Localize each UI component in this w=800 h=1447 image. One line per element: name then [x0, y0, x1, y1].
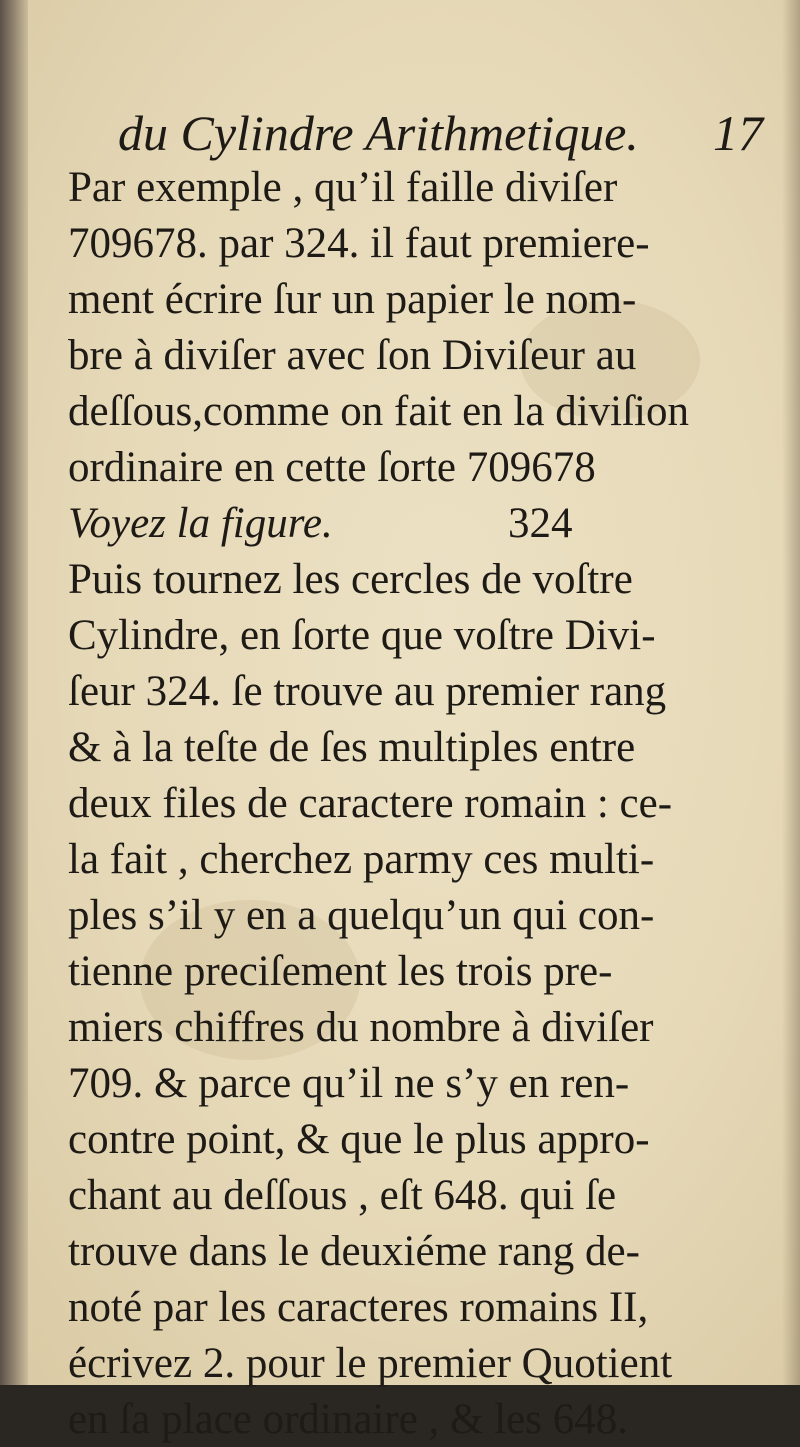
text-line: tienne preciſement les trois pre- — [68, 948, 613, 995]
text-line: ordinaire en cette ſorte 709678 — [68, 444, 596, 491]
page-number: 17 — [713, 105, 763, 161]
text-line: écrivez 2. pour le premier Quotient — [68, 1340, 673, 1387]
page-edge-shadow — [782, 0, 800, 1385]
text-line: ſeur 324. ſe trouve au premier rang — [68, 668, 667, 715]
text-line: bre à diviſer avec ſon Diviſeur au — [68, 332, 637, 379]
running-head-title: du Cylindre Arithmetique. — [118, 105, 639, 161]
text-line: en ſa place ordinaire , & les 648. — [68, 1396, 628, 1443]
divisor-figure: 324 — [508, 500, 573, 547]
text-line: ment écrire ſur un papier le nom- — [68, 276, 637, 323]
text-line: Par exemple , qu’il faille diviſer — [68, 164, 618, 211]
text-line: contre point, & que le plus appro- — [68, 1116, 650, 1163]
text-line: Cylindre, en ſorte que voſtre Divi- — [68, 612, 656, 659]
text-line: la fait , cherchez parmy ces multi- — [68, 836, 655, 883]
figure-reference-line — [68, 496, 768, 551]
figure-reference: Voyez la figure. — [68, 500, 333, 547]
text-line: 709. & parce qu’il ne s’y en ren- — [68, 1060, 630, 1107]
running-head — [118, 98, 778, 168]
text-line: Puis tournez les cercles de voſtre — [68, 556, 633, 603]
page-gutter — [0, 0, 28, 1385]
text-line: & à la teſte de ſes multiples entre — [68, 724, 636, 771]
text-line: ples s’il y en a quelqu’un qui con- — [68, 892, 655, 939]
text-line: 709678. par 324. il faut premiere- — [68, 220, 650, 267]
text-line: deſſous,comme on fait en la diviſion — [68, 388, 689, 435]
text-line: deux files de caractere romain : ce- — [68, 780, 673, 827]
text-line: chant au deſſous , eſt 648. qui ſe — [68, 1172, 617, 1219]
text-line: trouve dans le deuxiéme rang de- — [68, 1228, 640, 1275]
text-line: noté par les caracteres romains II, — [68, 1284, 649, 1331]
text-line: miers chiffres du nombre à diviſer — [68, 1004, 654, 1051]
